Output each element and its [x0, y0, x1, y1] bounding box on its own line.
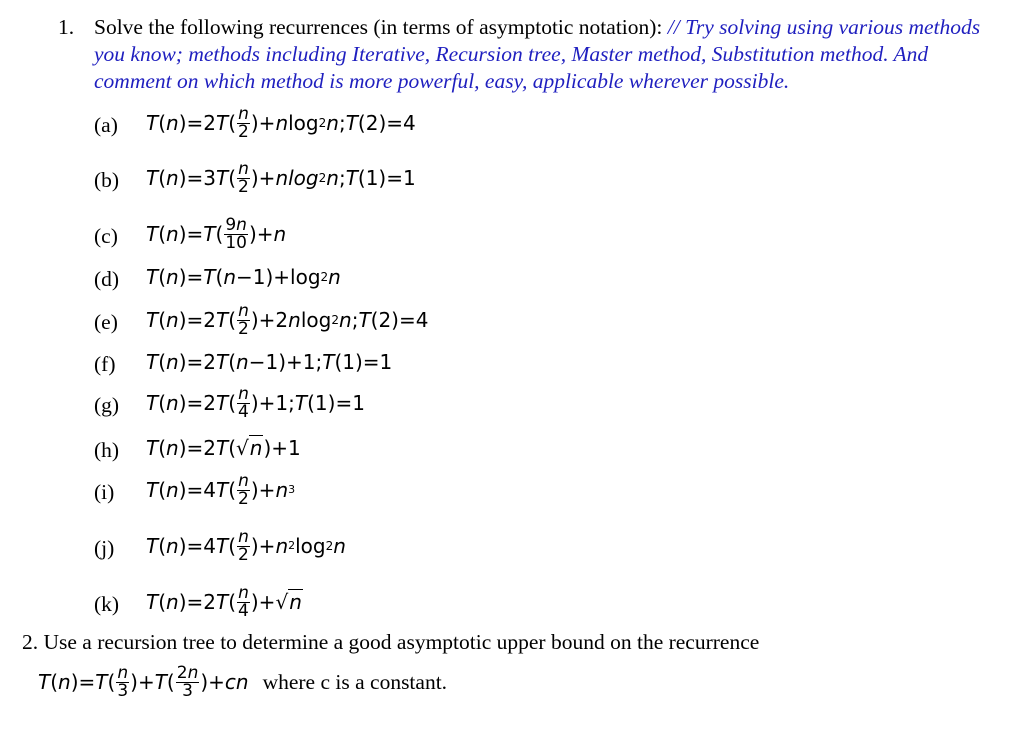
item-label: (b): [94, 168, 120, 192]
item-label: (a): [94, 113, 118, 137]
question-1-number: 1.: [58, 15, 75, 39]
formula-k: T ( n )=2 T ( $\frac{n}{4}$ )+ √n: [146, 582, 302, 621]
item-label: (c): [94, 224, 118, 248]
formula-j: T ( n )=4 T ( $\frac{n}{2}$ )+ n 2 log 2 n: [146, 526, 346, 565]
question-2-text: 2. Use a recursion tree to determine a good asymptotic upper bound on the recurrence: [22, 630, 760, 654]
item-label: (k): [94, 592, 120, 616]
question-2-suffix: where c is a constant.: [262, 669, 448, 694]
formula-i: T ( n )=4 T ( $\frac{n}{2}$ )+ n 3: [146, 470, 296, 509]
question-1: [58, 14, 998, 95]
question-1-text: Solve the following recurrences (in terms of asymptotic notation):: [94, 15, 663, 39]
item-label: (i): [94, 480, 115, 504]
item-label: (h): [94, 438, 120, 462]
question-1-comment: // Try solving using various methods you know; methods including Iterative, Recursion tree, Master method, Substitution method. And comment on which method is more powerful, easy, applicable wherever possible.: [94, 15, 981, 93]
item-label: (f): [94, 352, 116, 376]
formula-d: T ( n )= T ( n −1)+log 2 n: [146, 265, 341, 289]
formula-g: T ( n )=2 T ( $\frac{n}{4}$ )+1; T (1)=1: [146, 383, 365, 422]
formula-a: T ( n )=2 T ( $\frac{n}{2}$ )+ n log 2 n ; T (2)=4: [146, 103, 416, 142]
item-label: (j): [94, 536, 115, 560]
item-label: (g): [94, 393, 120, 417]
formula-q2: T ( n )= T ( $\frac{n}{3}$ )+ T ( $\frac{2n}{3}$ )+ cn: [38, 662, 249, 701]
formula-e: T ( n )=2 T ( $\frac{n}{2}$ )+2 n log 2 n ; T (2)=4: [146, 300, 429, 339]
formula-f: T ( n )=2 T ( n −1)+1; T (1)=1: [146, 350, 393, 374]
formula-h: T ( n )=2 T ( √n )+1: [146, 436, 301, 460]
item-label: (e): [94, 310, 118, 334]
formula-c: T ( n )= T ( $\frac{9n}{10}$ )+ n: [146, 214, 287, 253]
formula-b: T ( n )=3 T ( $\frac{n}{2}$ )+ nlog 2 n ; T (1)=1: [146, 158, 416, 197]
question-2-formula-line: [38, 658, 447, 706]
item-label: (d): [94, 267, 120, 291]
